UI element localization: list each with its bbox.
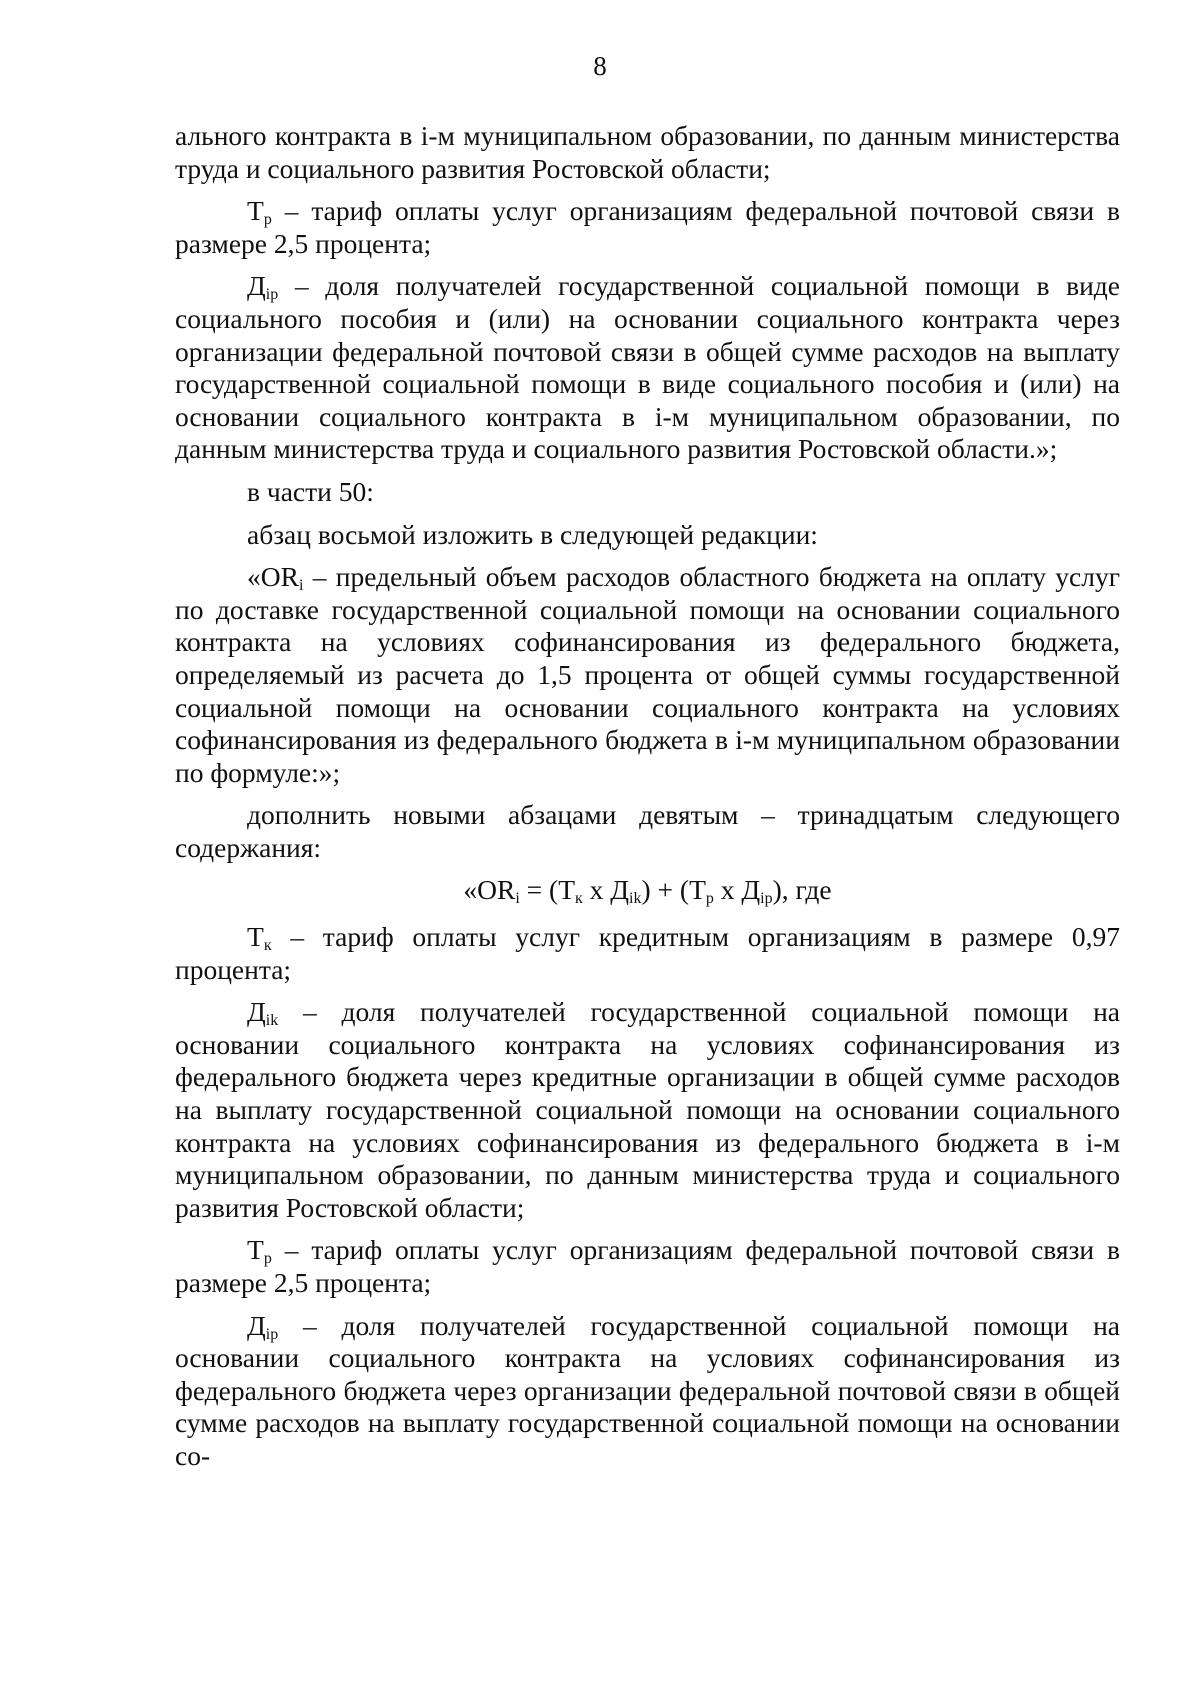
paragraph: [175, 476, 1120, 509]
subscript: р: [705, 890, 714, 908]
text-segment: – предельный объем расходов областного бюджета на оплату услуг по доставке государственной социальной помощи на основании социального контракта на условиях софинансирования из федерального бюджета, определяемый из расчета до 1,5 процента от общей суммы государственной социальной помощи на основании социального контракта на условиях софинансирования из федерального бюджета в i-м муниципальном образовании по формуле:»;: [175, 561, 1120, 788]
text-segment: абзац восьмой изложить в следующей редакции:: [247, 518, 818, 550]
text-segment: дополнить новыми абзацами девятым – тринадцатым следующего содержания:: [175, 799, 1120, 863]
subscript: к: [263, 937, 272, 955]
paragraph: [175, 195, 1120, 260]
subscript: к: [575, 890, 583, 908]
subscript: i: [515, 890, 520, 908]
subscript: iр: [265, 1325, 279, 1343]
text-segment: ального контракта в i-м муниципальном образовании, по данным министерства труда и социального развития Ростовской области;: [175, 120, 1120, 184]
text-segment: Т: [247, 195, 264, 227]
paragraph: [175, 561, 1120, 789]
text-segment: Д: [247, 270, 266, 302]
formula-line: [175, 874, 1120, 907]
text-segment: х Д: [713, 874, 761, 906]
text-segment: – тариф оплаты услуг кредитным организациям в размере 0,97 процента;: [175, 921, 1120, 985]
text-segment: в части 50:: [247, 475, 374, 507]
text-segment: «OR: [463, 874, 516, 906]
subscript: ik: [265, 1012, 279, 1030]
subscript: р: [263, 1250, 272, 1268]
text-segment: – доля получателей государственной социальной помощи в виде социального пособия и (или) на основании социального контракта через организации федеральной почтовой связи в общей сумме расходов на выплату государственной социальной помощи в виде социального пособия и (или) на основании социального контракта в i-м муниципальном образовании, по данным министерства труда и социального развития Ростовской области.»;: [175, 270, 1120, 465]
paragraph: [175, 519, 1120, 552]
text-segment: х Д: [582, 874, 630, 906]
text-segment: Т: [247, 921, 264, 953]
text-segment: – доля получателей государственной социальной помощи на основании социального контракта на условиях софинансирования из федерального бюджета через организации федеральной почтовой связи в общей сумме расходов на выплату государственной социальной помощи на основании со-: [175, 1309, 1120, 1471]
paragraph: [175, 799, 1120, 864]
text-segment: Д: [247, 1309, 266, 1341]
paragraph: [175, 270, 1120, 466]
text-segment: – доля получателей государственной социальной помощи на основании социального контракта на условиях софинансирования из федерального бюджета через кредитные организации в общей сумме расходов на выплату государственной социальной помощи на основании социального контракта на условиях софинансирования из федерального бюджета в i-м муниципальном образовании, по данным министерства труда и социального развития Ростовской области;: [175, 996, 1120, 1223]
text-segment: ), где: [772, 874, 832, 906]
subscript: р: [263, 211, 272, 229]
paragraph: [175, 1234, 1120, 1299]
paragraph: [175, 1310, 1120, 1473]
paragraph: [175, 921, 1120, 986]
text-segment: = (Т: [519, 874, 575, 906]
page-number: 8: [593, 51, 607, 81]
paragraph: [175, 996, 1120, 1224]
subscript: iр: [265, 286, 279, 304]
subscript: iр: [760, 890, 773, 908]
text-segment: – тариф оплаты услуг организациям федеральной почтовой связи в размере 2,5 процента;: [175, 195, 1120, 259]
text-segment: – тариф оплаты услуг организациям федеральной почтовой связи в размере 2,5 процента;: [175, 1234, 1120, 1298]
subscript: ik: [629, 890, 642, 908]
text-segment: Т: [247, 1234, 264, 1266]
text-segment: «OR: [247, 561, 299, 593]
text-segment: Д: [247, 996, 266, 1028]
document-body: [175, 120, 1120, 1483]
subscript: i: [298, 577, 304, 595]
text-segment: ) + (Т: [641, 874, 706, 906]
paragraph: [175, 120, 1120, 185]
